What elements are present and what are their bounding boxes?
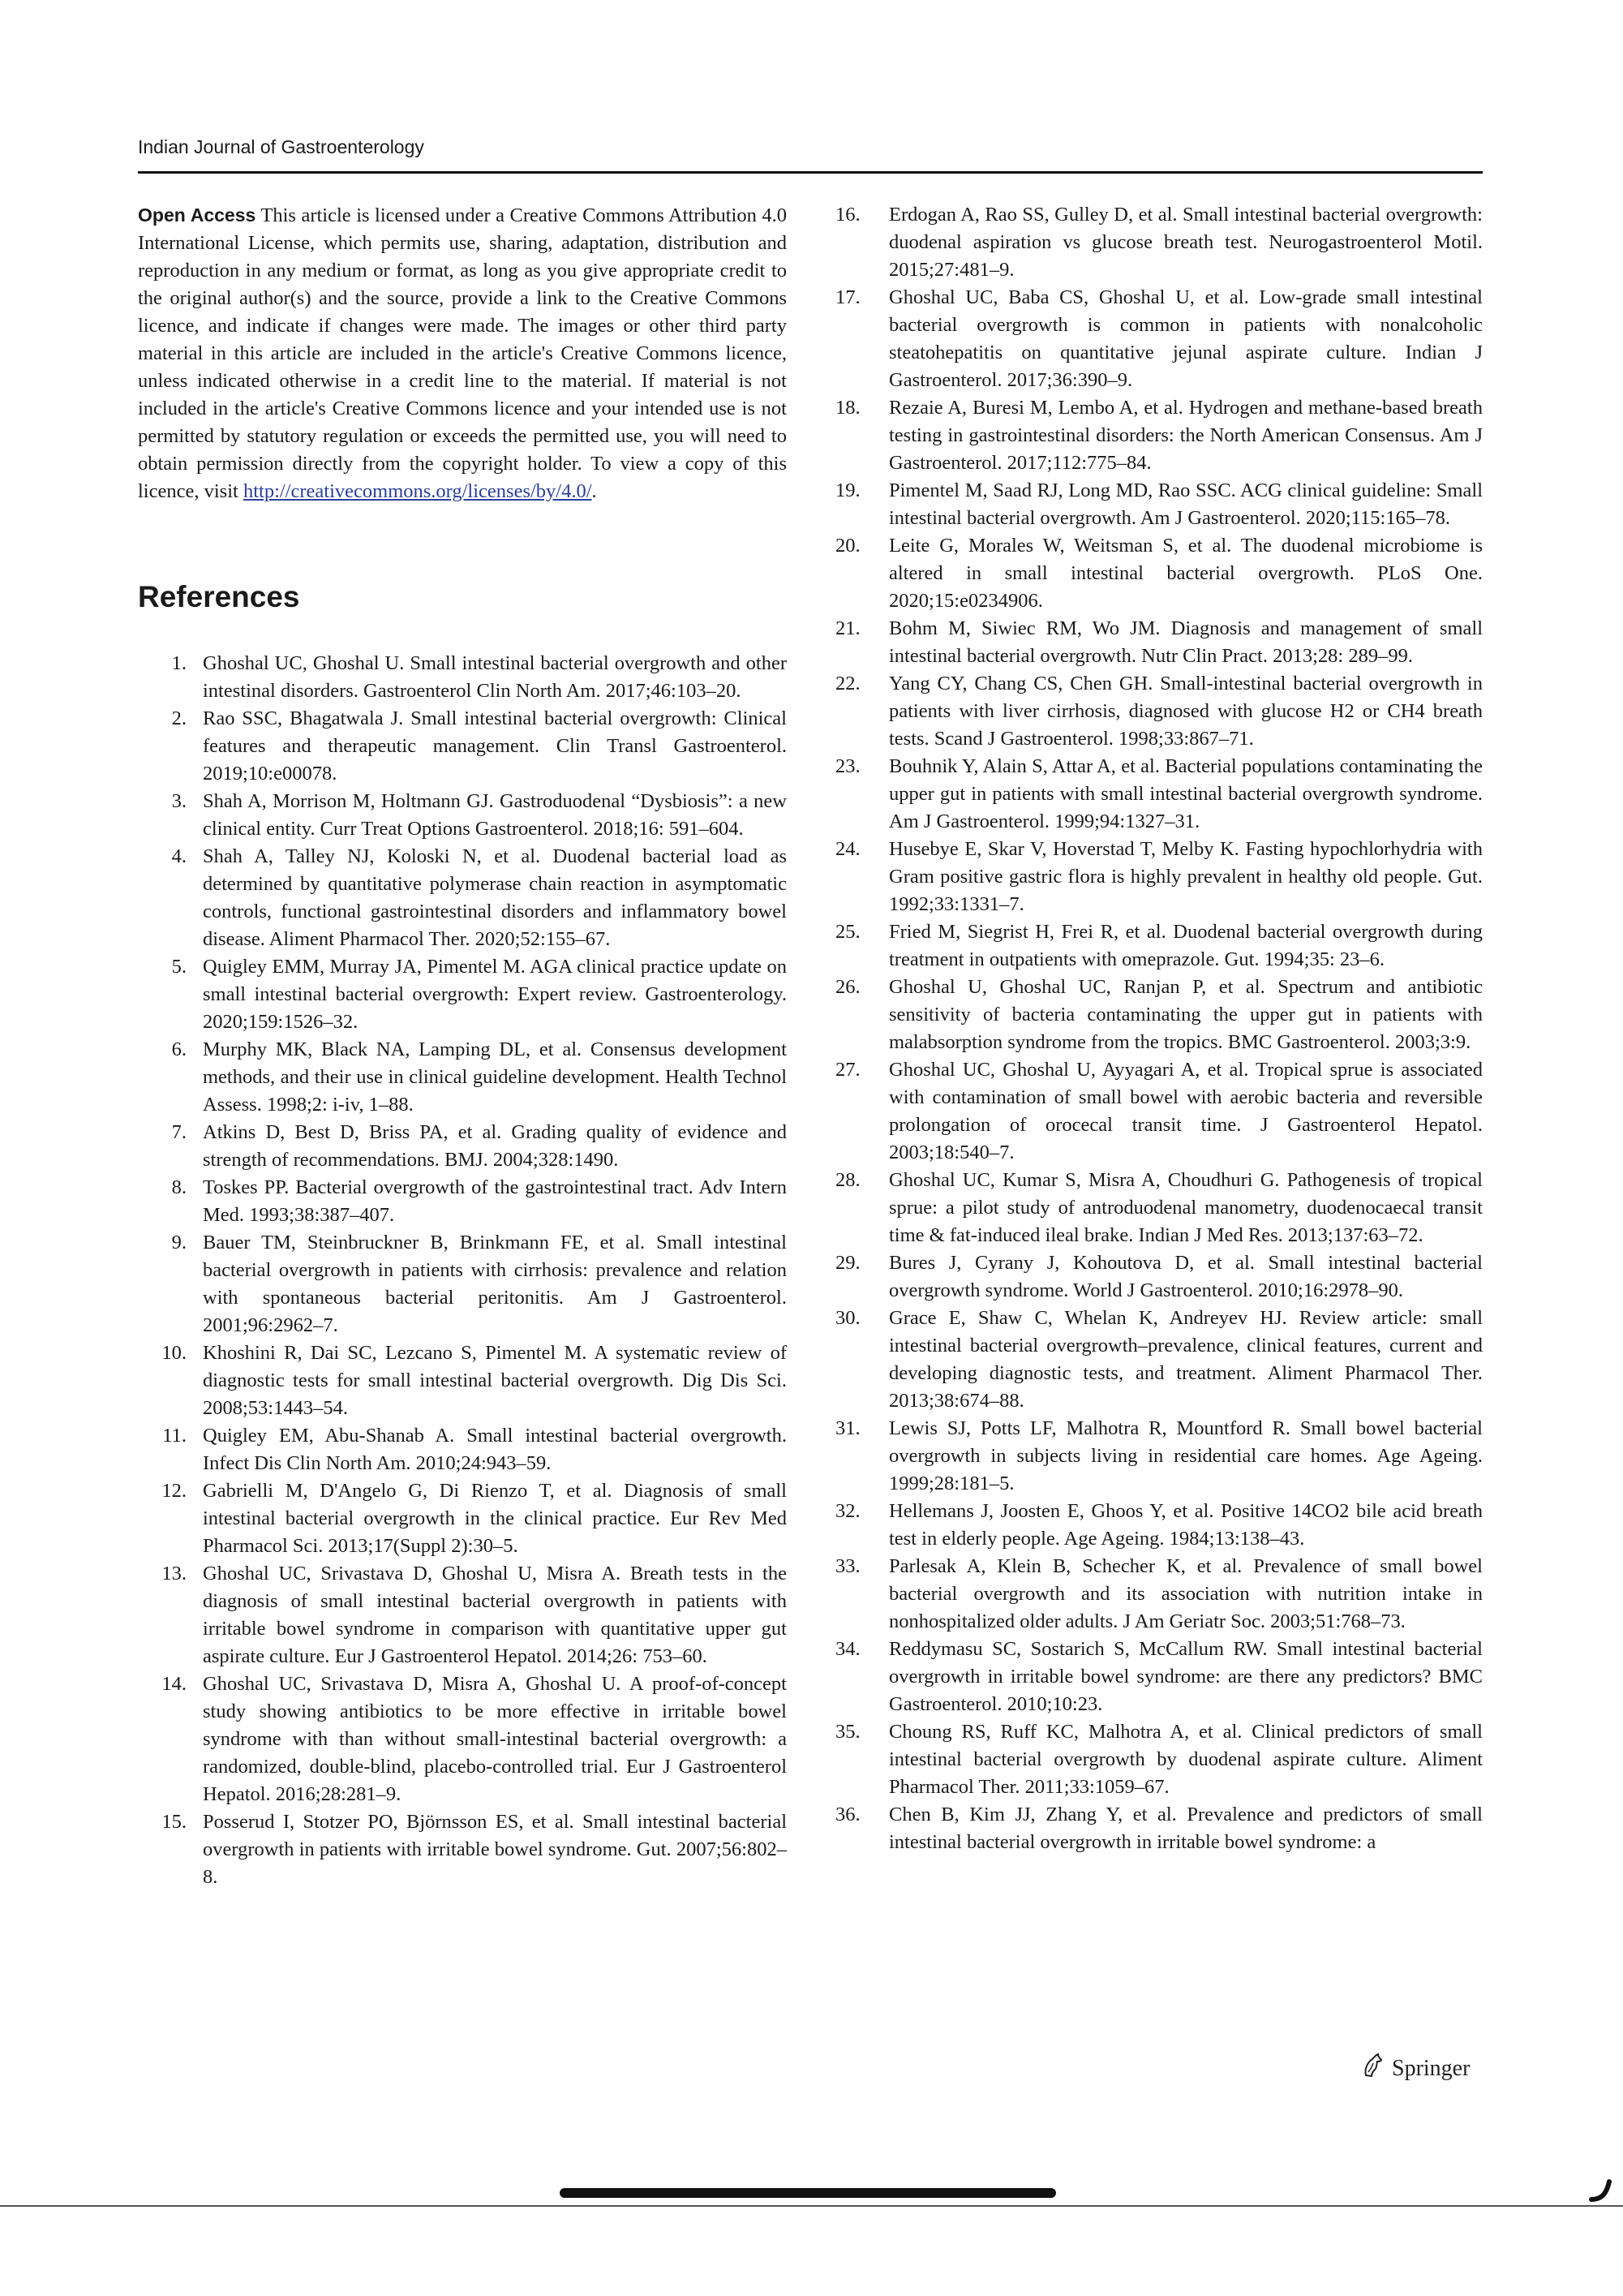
reference-text: Husebye E, Skar V, Hoverstad T, Melby K. Fasting hypochlorhydria with Gram positive gastric flora is highly prevalent in healthy old people. Gut. 1992;33:1331–7. [889,838,1483,915]
reference-text: Grace E, Shaw C, Whelan K, Andreyev HJ. Review article: small intestinal bacterial overgrowth–prevalence, clinical features, current and developing diagnostic tests, and treatment. Aliment Pharmacol Ther. 2013;38:674–88. [889,1307,1483,1412]
reference-number: 20. [835,535,861,557]
reference-item [835,836,1483,918]
reference-number: 4. [171,845,187,867]
reference-item [835,974,1483,1056]
reference-text: Khoshini R, Dai SC, Lezcano S, Pimentel M. A systematic review of diagnostic tests for small intestinal bacterial overgrowth. Dig Dis Sci. 2008;53:1443–54. [203,1342,787,1419]
reference-text: Rao SSC, Bhagatwala J. Small intestinal bacterial overgrowth: Clinical features and therapeutic management. Clin Transl Gastroenterol. 2019;10:e00078. [203,707,787,785]
reference-number: 31. [835,1417,861,1439]
reference-number: 35. [835,1721,861,1743]
reference-text: Ghoshal UC, Ghoshal U, Ayyagari A, et al. Tropical sprue is associated with contamination of small bowel with aerobic bacteria and reversible prolongation of orocecal transit time. J Gastroenterol Hepatol. 2003;18:540–7. [889,1059,1483,1163]
reference-number: 36. [835,1804,861,1825]
reference-number: 27. [835,1059,861,1081]
journal-header: Indian Journal of Gastroenterology [138,136,424,157]
reference-number: 21. [835,617,861,639]
reference-item [835,1498,1483,1553]
reference-item [138,953,787,1036]
reference-number: 25. [835,921,861,943]
reference-text: Shah A, Morrison M, Holtmann GJ. Gastroduodenal “Dysbiosis”: a new clinical entity. Curr Treat Options Gastroenterol. 2018;16: 591–604. [203,790,787,840]
reference-number: 12. [161,1480,187,1502]
reference-list-right [835,201,1483,1856]
open-access-end: . [591,480,597,502]
reference-number: 5. [171,956,187,978]
reference-number: 29. [835,1252,861,1274]
reference-text: Parlesak A, Klein B, Schecher K, et al. Prevalence of small bowel bacterial overgrowth and its association with nutrition intake in nonhospitalized older adults. J Am Geriatr Soc. 2003;51:768–73. [889,1555,1483,1632]
reference-item [138,1670,787,1808]
reference-list-left [138,650,787,1891]
reference-number: 1. [171,652,187,674]
reference-item [138,1229,787,1339]
reference-text: Toskes PP. Bacterial overgrowth of the gastrointestinal tract. Adv Intern Med. 1993;38:387–407. [203,1176,787,1226]
reference-text: Choung RS, Ruff KC, Malhotra A, et al. Clinical predictors of small intestinal bacterial overgrowth by duodenal aspirate culture. Aliment Pharmacol Ther. 2011;33:1059–67. [889,1721,1483,1798]
reference-number: 23. [835,755,861,777]
reference-item [835,1305,1483,1415]
reference-number: 26. [835,976,861,998]
reference-item [835,394,1483,477]
license-link[interactable]: http://creativecommons.org/licenses/by/4.0/ [243,480,592,502]
reference-item [138,1119,787,1174]
references-heading: References [138,580,300,613]
reference-text: Yang CY, Chang CS, Chen GH. Small-intestinal bacterial overgrowth in patients with liver cirrhosis, diagnosed with glucose H2 or CH4 breath tests. Scand J Gastroenterol. 1998;33:867–71. [889,673,1483,750]
reference-text: Ghoshal UC, Ghoshal U. Small intestinal bacterial overgrowth and other intestinal disorders. Gastroenterol Clin North Am. 2017;46:103–20. [203,652,787,702]
reference-text: Bures J, Cyrany J, Kohoutova D, et al. Small intestinal bacterial overgrowth syndrome. World J Gastroenterol. 2010;16:2978–90. [889,1252,1483,1301]
home-indicator[interactable] [560,2188,1056,2198]
reference-number: 2. [171,707,187,729]
reference-number: 32. [835,1500,861,1522]
reference-item [835,477,1483,532]
reference-item [835,670,1483,753]
reference-item [835,753,1483,836]
reference-number: 10. [161,1342,187,1364]
reference-text: Bouhnik Y, Alain S, Attar A, et al. Bacterial populations contaminating the upper gut in patients with small intestinal bacterial overgrowth syndrome. Am J Gastroenterol. 1999;94:1327–31. [889,755,1483,832]
header-divider [138,171,1483,174]
reference-text: Ghoshal UC, Srivastava D, Misra A, Ghoshal U. A proof-of-concept study showing antibiotics to be more effective in irritable bowel syndrome with than without small-intestinal bacterial overgrowth: a randomized, double-blind, placebo-controlled trial. Eur J Gastroenterol Hepatol. 2016;28:281–9. [203,1673,787,1805]
page-curl-icon [1588,2178,1616,2207]
reference-number: 22. [835,673,861,694]
reference-text: Quigley EM, Abu-Shanab A. Small intestinal bacterial overgrowth. Infect Dis Clin North Am. 2010;24:943–59. [203,1425,787,1474]
reference-number: 15. [161,1811,187,1833]
reference-number: 7. [171,1121,187,1143]
reference-number: 13. [161,1563,187,1584]
reference-item [138,1174,787,1229]
reference-number: 30. [835,1307,861,1329]
reference-number: 6. [171,1038,187,1060]
reference-item [138,1560,787,1670]
reference-text: Bohm M, Siwiec RM, Wo JM. Diagnosis and management of small intestinal bacterial overgrowth. Nutr Clin Pract. 2013;28: 289–99. [889,617,1483,667]
reference-number: 14. [161,1673,187,1695]
reference-item [835,532,1483,615]
reference-item [835,1056,1483,1167]
reference-item [835,201,1483,284]
reference-text: Posserud I, Stotzer PO, Björnsson ES, et al. Small intestinal bacterial overgrowth in patients with irritable bowel syndrome. Gut. 2007;56:802–8. [203,1811,787,1888]
publisher-name: Springer [1392,2056,1471,2081]
open-access-text: This article is licensed under a Creative Commons Attribution 4.0 International License, which permits use, sharing, adaptation, distribution and reproduction in any medium or format, as long as you give appropriate credit to the original author(s) and the source, provide a link to the Creative Commons licence, and indicate if changes were made. The images or other third party material in this article are included in the article's Creative Commons licence, unless indicated otherwise in a credit line to the material. If material is not included in the article's Creative Commons licence and your intended use is not permitted by statutory regulation or exceeds the permitted use, you will need to obtain permission directly from the copyright holder. To view a copy of this licence, visit [138,204,788,502]
reference-item [138,650,787,705]
reference-number: 17. [835,286,861,308]
reference-number: 33. [835,1555,861,1577]
reference-item [835,1167,1483,1249]
reference-number: 11. [162,1425,187,1447]
reference-text: Ghoshal UC, Kumar S, Misra A, Choudhuri G. Pathogenesis of tropical sprue: a pilot study of antroduodenal manometry, duodenocaecal transit time & fat-induced ileal brake. Indian J Med Res. 2013;137:63–72. [889,1169,1483,1246]
reference-number: 19. [835,479,861,501]
reference-text: Chen B, Kim JJ, Zhang Y, et al. Prevalence and predictors of small intestinal bacterial overgrowth in irritable bowel syndrome: a [889,1804,1483,1853]
reference-item [138,843,787,953]
reference-text: Ghoshal UC, Srivastava D, Ghoshal U, Misra A. Breath tests in the diagnosis of small intestinal bacterial overgrowth in patients with irritable bowel syndrome in comparison with quantitative upper gut aspirate culture. Eur J Gastroenterol Hepatol. 2014;26: 753–60. [203,1563,787,1667]
reference-text: Quigley EMM, Murray JA, Pimentel M. AGA clinical practice update on small intestinal bacterial overgrowth: Expert review. Gastroenterology. 2020;159:1526–32. [203,956,787,1033]
reference-item [835,1249,1483,1305]
reference-number: 18. [835,397,861,419]
left-column [138,201,787,1891]
reference-item [138,1036,787,1119]
reference-item [835,1636,1483,1718]
reference-number: 28. [835,1169,861,1191]
reference-number: 34. [835,1638,861,1660]
reference-item [835,1718,1483,1801]
reference-text: Pimentel M, Saad RJ, Long MD, Rao SSC. ACG clinical guideline: Small intestinal bacterial overgrowth. Am J Gastroenterol. 2020;115:165–78. [889,479,1483,529]
reference-item [138,1339,787,1422]
reference-item [835,918,1483,974]
reference-text: Ghoshal UC, Baba CS, Ghoshal U, et al. Low-grade small intestinal bacterial overgrowth is common in patients with nonalcoholic steatohepatitis on quantitative jejunal aspirate culture. Indian J Gastroenterol. 2017;36:390–9. [889,286,1483,391]
reference-item [835,1415,1483,1498]
reference-item [138,1808,787,1891]
reference-text: Reddymasu SC, Sostarich S, McCallum RW. Small intestinal bacterial overgrowth in irritable bowel syndrome: are there any predictors? BMC Gastroenterol. 2010;10:23. [889,1638,1483,1715]
reference-item [835,1553,1483,1636]
open-access-notice [138,201,787,505]
reference-number: 3. [171,790,187,812]
reference-text: Fried M, Siegrist H, Frei R, et al. Duodenal bacterial overgrowth during treatment in outpatients with omeprazole. Gut. 1994;35: 23–6. [889,921,1483,970]
reference-text: Erdogan A, Rao SS, Gulley D, et al. Small intestinal bacterial overgrowth: duodenal aspiration vs glucose breath test. Neurogastroenterol Motil. 2015;27:481–9. [889,204,1483,281]
reference-item [835,284,1483,394]
reference-item [138,705,787,788]
reference-number: 16. [835,204,861,226]
reference-number: 24. [835,838,861,860]
reference-text: Shah A, Talley NJ, Koloski N, et al. Duodenal bacterial load as determined by quantitative polymerase chain reaction in asymptomatic controls, functional gastrointestinal disorders and inflammatory bowel disease. Aliment Pharmacol Ther. 2020;52:155–67. [203,845,787,950]
reference-number: 8. [171,1176,187,1198]
bottom-divider [0,2205,1623,2207]
springer-horse-icon [1361,2053,1385,2085]
reference-item [138,1422,787,1477]
reference-item [138,788,787,843]
reference-text: Murphy MK, Black NA, Lamping DL, et al. Consensus development methods, and their use in clinical guideline development. Health Technol Assess. 1998;2: i-iv, 1–88. [203,1038,787,1116]
reference-text: Atkins D, Best D, Briss PA, et al. Grading quality of evidence and strength of recommendations. BMJ. 2004;328:1490. [203,1121,787,1171]
open-access-label: Open Access [138,204,256,226]
reference-text: Rezaie A, Buresi M, Lembo A, et al. Hydrogen and methane-based breath testing in gastrointestinal disorders: the North American Consensus. Am J Gastroenterol. 2017;112:775–84. [889,397,1483,474]
right-column [835,201,1483,1856]
reference-text: Bauer TM, Steinbruckner B, Brinkmann FE, et al. Small intestinal bacterial overgrowth in patients with cirrhosis: prevalence and relation with spontaneous bacterial peritonitis. Am J Gastroenterol. 2001;96:2962–7. [203,1232,787,1336]
reference-text: Leite G, Morales W, Weitsman S, et al. The duodenal microbiome is altered in small intestinal bacterial overgrowth. PLoS One. 2020;15:e0234906. [889,535,1483,612]
reference-item [835,1801,1483,1856]
reference-number: 9. [171,1232,187,1253]
reference-text: Gabrielli M, D'Angelo G, Di Rienzo T, et al. Diagnosis of small intestinal bacterial overgrowth in the clinical practice. Eur Rev Med Pharmacol Sci. 2013;17(Suppl 2):30–5. [203,1480,787,1557]
reference-text: Hellemans J, Joosten E, Ghoos Y, et al. Positive 14CO2 bile acid breath test in elderly people. Age Ageing. 1984;13:138–43. [889,1500,1483,1550]
reference-text: Lewis SJ, Potts LF, Malhotra R, Mountford R. Small bowel bacterial overgrowth in subjects living in residential care homes. Age Ageing. 1999;28:181–5. [889,1417,1483,1494]
reference-item [138,1477,787,1560]
publisher-logo [1361,2053,1470,2085]
reference-text: Ghoshal U, Ghoshal UC, Ranjan P, et al. Spectrum and antibiotic sensitivity of bacteria contaminating the upper gut in patients with malabsorption syndrome from the tropics. BMC Gastroenterol. 2003;3:9. [889,976,1483,1053]
reference-item [835,615,1483,670]
